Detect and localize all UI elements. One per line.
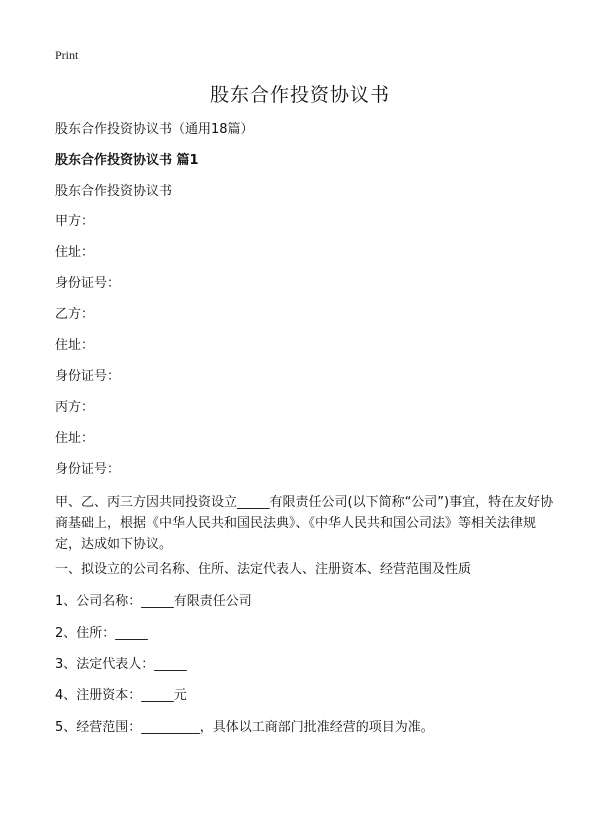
party-c-label: 丙方： xyxy=(55,400,95,415)
party-a-id-label: 身份证号： xyxy=(55,276,121,291)
article-1-heading: 一、拟设立的公司名称、住所、法定代表人、注册资本、经营范围及性质 xyxy=(55,562,472,577)
party-b-address-label: 住址： xyxy=(55,338,95,353)
item-address: 2、住所：_____ xyxy=(55,626,148,641)
party-b-id-label: 身份证号： xyxy=(55,369,121,384)
party-b-label: 乙方： xyxy=(55,307,95,322)
document-title: 股东合作投资协议书 xyxy=(209,84,390,106)
item-company-name: 1、公司名称：_____有限责任公司 xyxy=(55,594,252,609)
item-registered-capital: 4、注册资本：_____元 xyxy=(55,688,187,703)
party-a-address-label: 住址： xyxy=(55,245,95,260)
party-c-address-label: 住址： xyxy=(55,431,95,446)
item-legal-representative: 3、法定代表人：_____ xyxy=(55,657,187,672)
party-a-label: 甲方： xyxy=(55,214,95,229)
section-heading: 股东合作投资协议书 篇1 xyxy=(55,153,199,168)
document-subtitle: 股东合作投资协议书（通用18篇） xyxy=(55,122,254,137)
print-link[interactable]: Print xyxy=(55,48,79,62)
item-business-scope: 5、经营范围：_________，具体以工商部门批准经营的项目为准。 xyxy=(55,720,434,735)
preamble-paragraph: 甲、乙、丙三方因共同投资设立_____有限责任公司(以下简称“公司”)事宜，特在友好协商基础上，根据《中华人民共和国民法典》、《中华人民共和国公司法》等相关法律规定，达成如下协议。 xyxy=(55,495,554,552)
party-c-id-label: 身份证号： xyxy=(55,462,121,477)
agreement-name: 股东合作投资协议书 xyxy=(55,184,173,199)
